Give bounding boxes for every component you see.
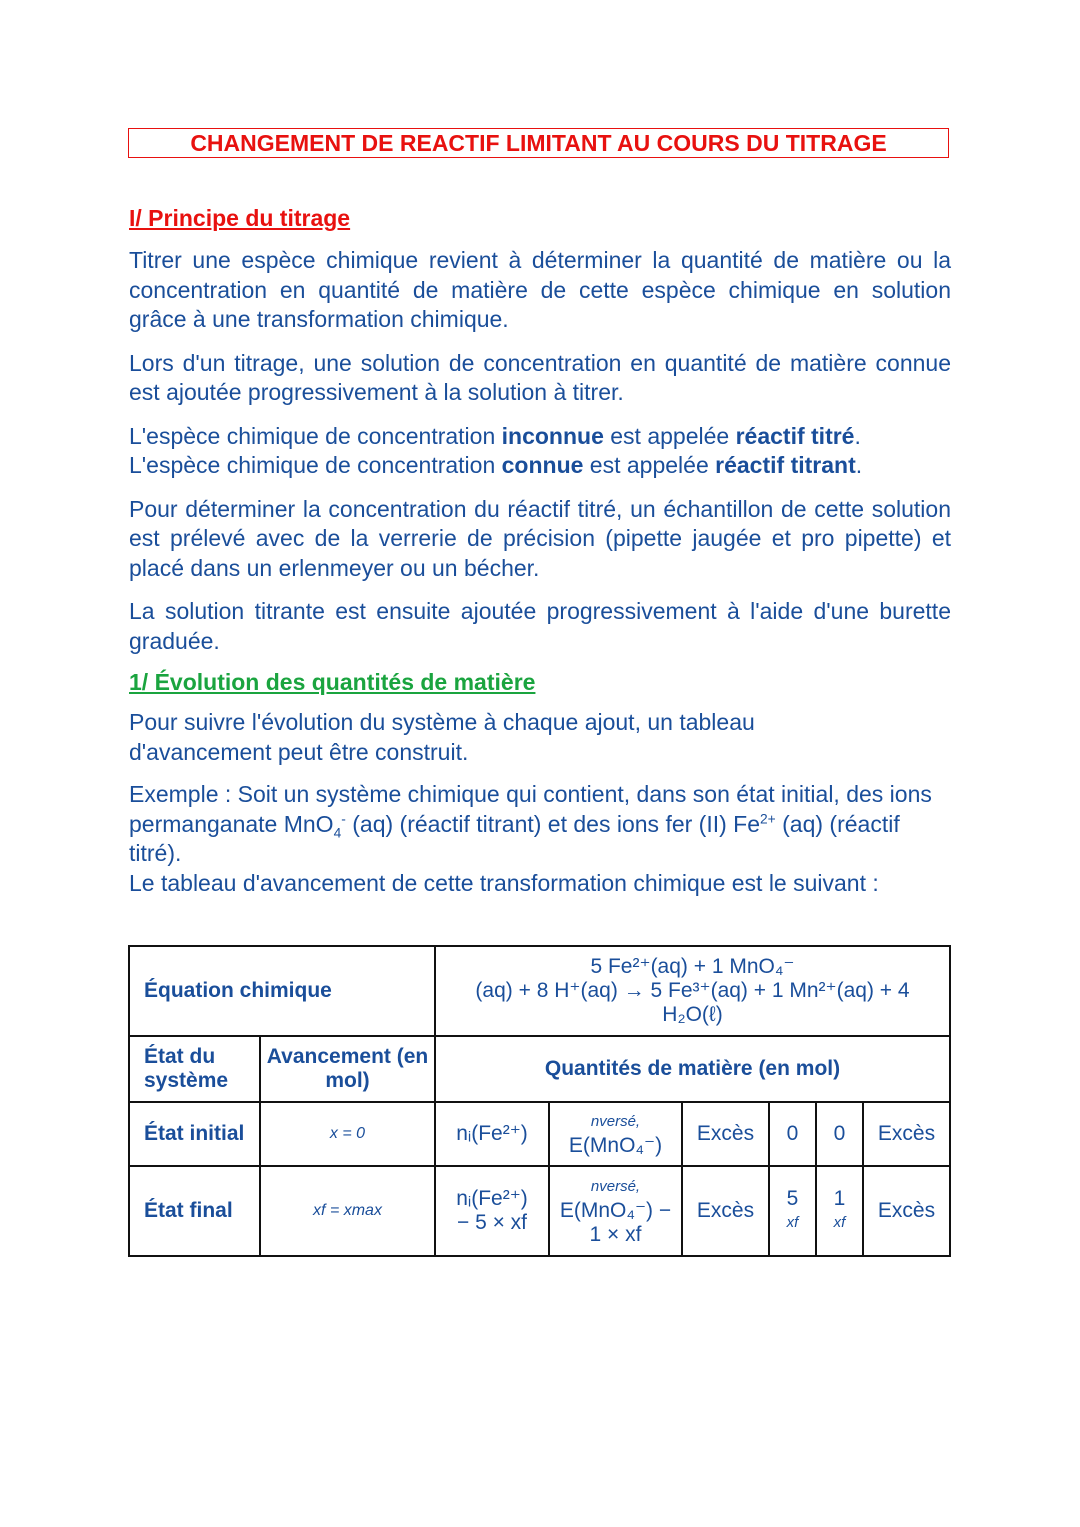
cell-fe3-final: 5 xf <box>769 1166 816 1256</box>
keyword-reactif-titre: réactif titré <box>735 422 855 449</box>
cell-mn2-initial: 0 <box>816 1102 863 1166</box>
row-etat-initial: État initial <box>129 1102 260 1166</box>
header-etat: État du système <box>129 1036 260 1102</box>
paragraph: Pour déterminer la concentration du réactif titré, un échantillon de cette solution est prélevé avec de la verrerie de précision (pipette jaugée et pro pipette) et placé dans un erlenmeyer ou un bécher. <box>129 495 951 581</box>
cell-mno4-final: nversé, E(MnO₄⁻) − 1 × xf <box>549 1166 682 1256</box>
header-quantites: Quantités de matière (en mol) <box>435 1036 950 1102</box>
paragraph: Lors d'un titrage, une solution de concentration en quantité de matière connue est ajoutée progressivement à la solution à titrer. <box>129 349 951 405</box>
paragraph: Pour suivre l'évolution du système à chaque ajout, un tableau d'avancement peut être construit. <box>129 709 755 765</box>
row-etat-final: État final <box>129 1166 260 1256</box>
paragraph: Titrer une espèce chimique revient à déterminer la quantité de matière ou la concentration en quantité de matière de cette espèce chimique en solution grâce à une transformation chimique. <box>129 247 951 332</box>
header-avancement: Avancement (en mol) <box>260 1036 435 1102</box>
paragraph-definitions: L'espèce chimique de concentration inconnue est appelée réactif titré. L'espèce chimique de concentration connue est appelée réactif titrant. <box>129 422 863 478</box>
cell-h2o-initial: Excès <box>863 1102 950 1166</box>
document-body <box>129 204 951 912</box>
paragraph-example: Exemple : Soit un système chimique qui contient, dans son état initial, des ions permanganate MnO$_4$- (aq) (réactif titrant) et des ions fer (II) $Fe^{2+}$ (aq) (réactif titré). Le tableau d'avancement de cette transformation chimique est le suivant : <box>129 781 932 896</box>
cell-mno4-initial: nversé, E(MnO₄⁻) <box>549 1102 682 1166</box>
cell-h-initial: Excès <box>682 1102 769 1166</box>
page-title: CHANGEMENT DE REACTIF LIMITANT AU COURS DU TITRAGE <box>128 128 949 158</box>
cell-fe-final: nᵢ(Fe²⁺) − 5 × xf <box>435 1166 549 1256</box>
keyword-inconnue: inconnue <box>501 422 604 449</box>
advancement-table <box>128 945 951 1257</box>
cell-fe-initial: nᵢ(Fe²⁺) <box>435 1102 549 1166</box>
section-heading-principe: I/ Principe du titrage <box>129 205 351 231</box>
section-heading-evolution: 1/ Évolution des quantités de matière <box>129 669 536 695</box>
equation-label: Équation chimique <box>129 946 435 1036</box>
keyword-connue: connue <box>501 452 584 478</box>
paragraph: La solution titrante est ensuite ajoutée progressivement à l'aide d'une burette graduée. <box>129 598 951 654</box>
equation-cell: 5 Fe²⁺(aq) + 1 MnO₄⁻ (aq) + 8 H⁺(aq) → 5 Fe³⁺(aq) + 1 Mn²⁺(aq) + 4 H₂O(ℓ) <box>435 946 950 1036</box>
cell-h-final: Excès <box>682 1166 769 1256</box>
cell-fe3-initial: 0 <box>769 1102 816 1166</box>
cell-mn2-final: 1 xf <box>816 1166 863 1256</box>
cell-avancement-final: xf = xmax <box>260 1166 435 1256</box>
cell-h2o-final: Excès <box>863 1166 950 1256</box>
keyword-reactif-titrant: réactif titrant <box>715 452 856 478</box>
cell-avancement-initial: x = 0 <box>260 1102 435 1166</box>
